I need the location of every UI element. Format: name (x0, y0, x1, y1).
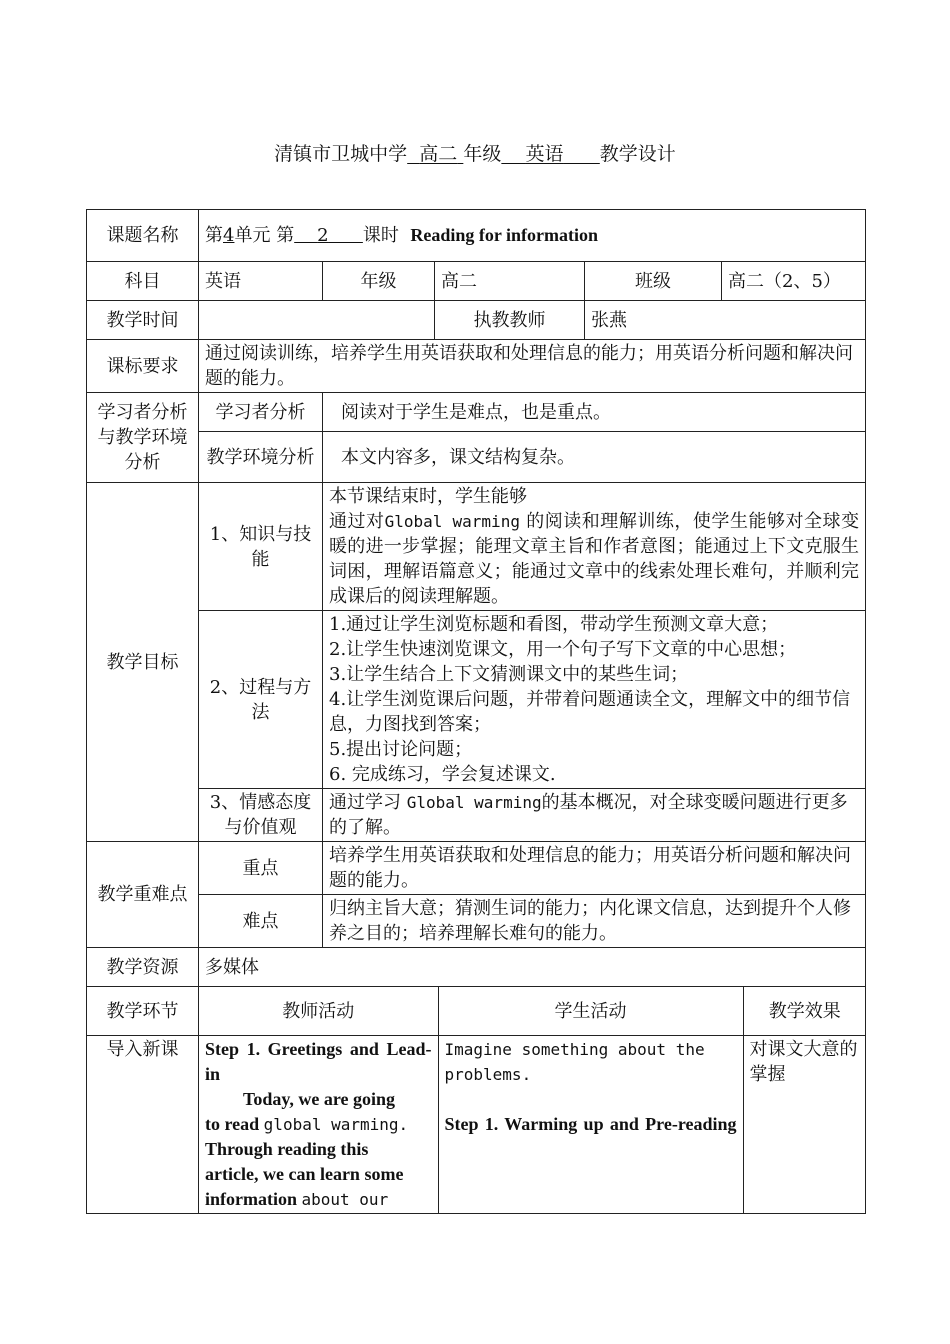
goals-label: 教学目标 (87, 483, 199, 842)
goals-row-attitude (87, 789, 866, 842)
process-header-row (87, 987, 866, 1036)
learner-label: 学习者分析 (199, 393, 323, 432)
process-row-intro (87, 1036, 866, 1214)
key-label: 重点 (199, 842, 323, 895)
subject-row (87, 262, 866, 301)
attitude-text: 通过学习 Global warming的基本概况，对全球变暖问题进行更多的了解。 (323, 789, 866, 842)
resources-value: 多媒体 (199, 948, 866, 987)
header-effect: 教学效果 (743, 987, 866, 1035)
school-name: 清镇市卫城中学 (274, 143, 408, 165)
teacher-label: 执教教师 (435, 301, 585, 340)
process-label: 2、过程与方法 (199, 611, 323, 789)
analysis-row-env (87, 432, 866, 483)
grade-value: 高二 (435, 262, 585, 301)
time-label: 教学时间 (87, 301, 199, 340)
process-item: 5.提出讨论问题； (329, 739, 473, 760)
course-value: 第4单元 第 2 课时 Reading for information (199, 210, 866, 262)
process-header-inner (199, 987, 866, 1035)
class-value: 高二（2、5） (722, 262, 866, 301)
lesson-title: Reading for information (410, 225, 598, 245)
env-text: 本文内容多，课文结构复杂。 (323, 432, 866, 483)
teacher-value: 张燕 (585, 301, 866, 340)
header-student: 学生活动 (438, 987, 743, 1035)
learner-text: 阅读对于学生是难点，也是重点。 (323, 393, 866, 432)
knowledge-label: 1、知识与技能 (199, 483, 323, 611)
course-label: 课题名称 (87, 210, 199, 262)
title-grade: 高二 (419, 143, 458, 165)
time-value (199, 301, 435, 340)
time-row (87, 301, 866, 340)
header-stage: 教学环节 (87, 987, 199, 1036)
title-subject: 英语 (525, 143, 564, 165)
keypoints-label: 教学重难点 (87, 842, 199, 948)
course-row (87, 210, 866, 262)
process-item: 2.让学生快速浏览课文，用一个句子写下文章的中心思想； (329, 639, 797, 660)
goals-row-process (87, 611, 866, 789)
analysis-row-learner (87, 393, 866, 432)
teacher-activity: Step 1. Greetings and Lead-in Today, we are going to read global warming. Through reading this article, we can learn some information about our (199, 1036, 438, 1213)
subject-label: 科目 (87, 262, 199, 301)
process-item: 1.通过让学生浏览标题和看图，带动学生预测文章大意； (329, 614, 779, 635)
teaching-effect: 对课文大意的掌握 (743, 1036, 866, 1213)
standard-text: 通过阅读训练，培养学生用英语获取和处理信息的能力；用英语分析问题和解决问题的能力。 (199, 340, 866, 393)
student-activity: Imagine something about the problems. Step 1. Warming up and Pre-reading (438, 1036, 743, 1213)
standard-label: 课标要求 (87, 340, 199, 393)
analysis-label: 学习者分析与教学环境分析 (87, 393, 199, 483)
standard-row (87, 340, 866, 393)
subject-value: 英语 (199, 262, 323, 301)
title-suffix: 教学设计 (599, 143, 676, 165)
process-list (323, 611, 866, 789)
process-row-inner (199, 1036, 866, 1213)
difficult-text: 归纳主旨大意；猜测生词的能力；内化课文信息，达到提升个人修养之目的；培养理解长难句的能力。 (323, 895, 866, 948)
stage-intro: 导入新课 (87, 1036, 199, 1214)
document-title (0, 140, 950, 168)
lesson-plan-table (86, 209, 866, 1214)
resources-label: 教学资源 (87, 948, 199, 987)
difficult-label: 难点 (199, 895, 323, 948)
grade-label: 年级 (323, 262, 435, 301)
difficult-row (87, 895, 866, 948)
resources-row (87, 948, 866, 987)
process-item: 6. 完成练习，学会复述课文. (329, 764, 556, 785)
key-text: 培养学生用英语获取和处理信息的能力；用英语分析问题和解决问题的能力。 (323, 842, 866, 895)
knowledge-text: 本节课结束时，学生能够 通过对Global warming 的阅读和理解训练，使学生能够对全球变暖的进一步掌握；能理文章主旨和作者意图；能通过上下文克服生词困，理解语篇意义；能通过文章中的线索处理长难句，并顺利完成课后的阅读理解题。 (323, 483, 866, 611)
header-teacher: 教师活动 (199, 987, 438, 1035)
goals-row-knowledge (87, 483, 866, 611)
process-item: 3.让学生结合上下文猜测课文中的某些生词； (329, 664, 689, 685)
attitude-label: 3、情感态度与价值观 (199, 789, 323, 842)
keypoint-row (87, 842, 866, 895)
process-item: 4.让学生浏览课后问题，并带着问题通读全文，理解文中的细节信息，力图找到答案； (329, 689, 851, 735)
class-label: 班级 (585, 262, 722, 301)
title-grade-suffix: 年级 (463, 143, 502, 165)
env-label: 教学环境分析 (199, 432, 323, 483)
